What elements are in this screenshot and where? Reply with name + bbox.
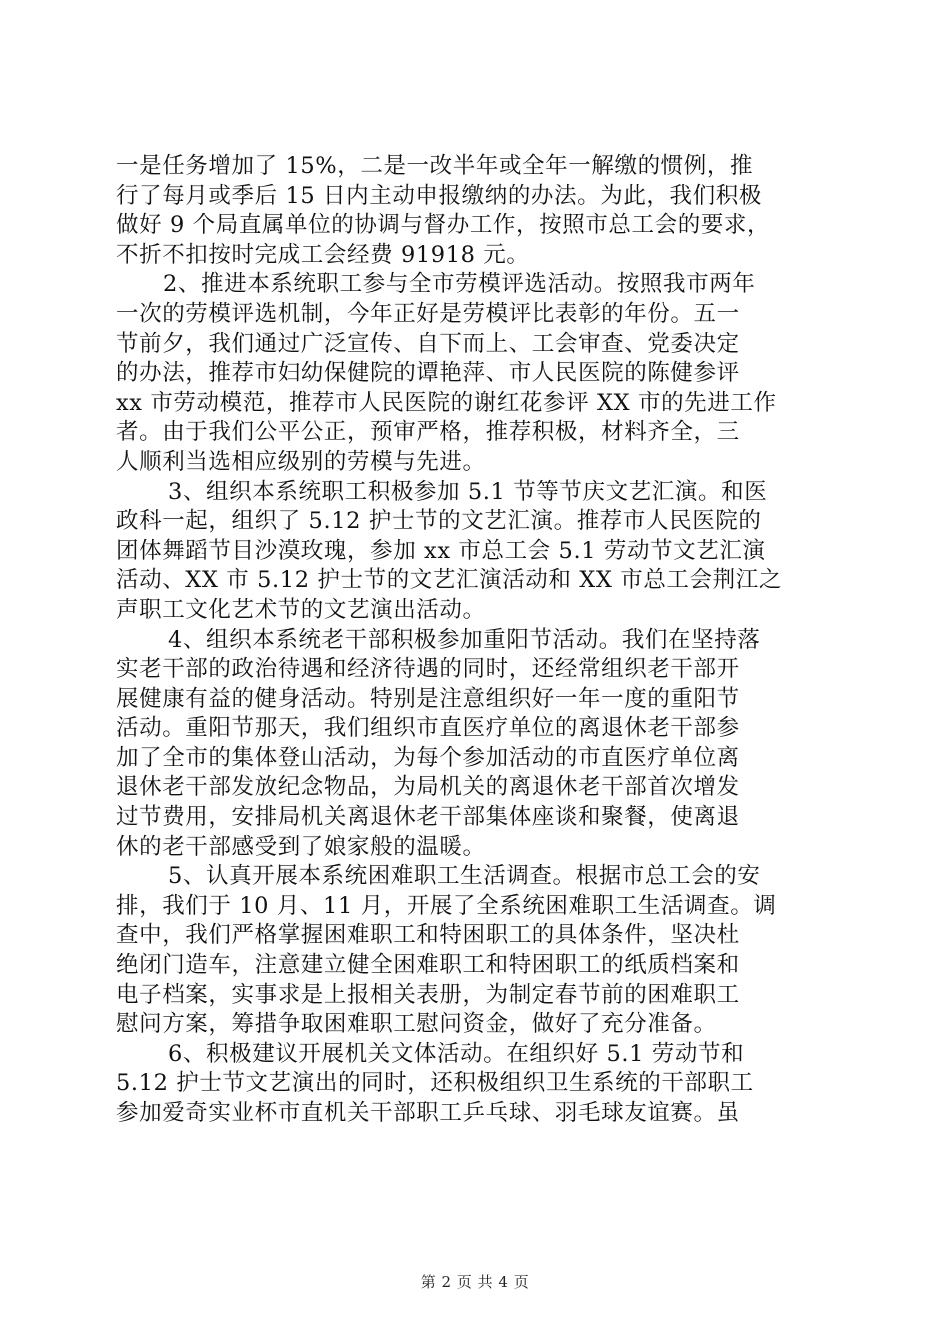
text-line: 退休老干部发放纪念物品，为局机关的离退休老干部首次增发 [116,774,740,801]
text-line: 活动、XX 市 5.12 护士节的文艺汇演活动和 XX 市总工会荆江之 [116,567,782,594]
page-number-footer: 第 2 页 共 4 页 [420,1273,530,1291]
text-line: xx 市劳动模范，推荐市人民医院的谢红花参评 XX 市的先进工作 [116,389,777,416]
text-line: 展健康有益的健身活动。特别是注意组织好一年一度的重阳节 [116,685,740,712]
text-line: 的办法，推荐市妇幼保健院的谭艳萍、市人民医院的陈健参评 [116,360,740,387]
text-line: 活动。重阳节那天，我们组织市直医疗单位的离退休老干部参 [116,715,740,742]
paragraph-2-first-line: 2、推进本系统职工参与全市劳模评选活动。按照我市两年 [163,271,756,298]
text-line: 做好 9 个局直属单位的协调与督办工作，按照市总工会的要求， [116,212,771,239]
text-line: 者。由于我们公平公正，预审严格，推荐积极，材料齐全，三 [116,419,740,446]
text-line: 慰问方案，筹措争取困难职工慰问资金，做好了充分准备。 [116,1011,717,1038]
text-line: 人顺利当选相应级别的劳模与先进。 [116,448,486,475]
text-line: 过节费用，安排局机关离退休老干部集体座谈和聚餐，使离退 [116,804,740,831]
paragraph-6-first-line: 6、积极建议开展机关文体活动。在组织好 5.1 劳动节和 [168,1040,745,1067]
text-line: 绝闭门造车，注意建立健全困难职工和特困职工的纸质档案和 [116,952,740,979]
text-line: 电子档案，实事求是上报相关表册，为制定春节前的困难职工 [116,981,740,1008]
paragraph-5-first-line: 5、认真开展本系统困难职工生活调查。根据市总工会的安 [168,863,761,890]
text-line: 团体舞蹈节目沙漠玫瑰，参加 xx 市总工会 5.1 劳动节文艺汇演 [116,537,766,564]
text-line: 实老干部的政治待遇和经济待遇的同时，还经常组织老干部开 [116,656,740,683]
text-line: 排，我们于 10 月、11 月，开展了全系统困难职工生活调查。调 [116,892,777,919]
text-line: 休的老干部感受到了娘家般的温暖。 [116,833,486,860]
text-line: 加了全市的集体登山活动，为每个参加活动的市直医疗单位离 [116,744,740,771]
text-line: 政科一起，组织了 5.12 护士节的文艺汇演。推荐市人民医院的 [116,508,762,535]
paragraph-3-first-line: 3、组织本系统职工积极参加 5.1 节等节庆文艺汇演。和医 [168,478,768,505]
text-line: 一是任务增加了 15%，二是一改半年或全年一解缴的惯例，推 [116,153,754,179]
text-line: 5.12 护士节文艺演出的同时，还积极组织卫生系统的干部职工 [116,1070,754,1097]
text-line: 行了每月或季后 15 日内主动申报缴纳的办法。为此，我们积极 [116,182,762,209]
text-line: 不折不扣按时完成工会经费 91918 元。 [116,241,530,268]
text-line: 声职工文化艺术节的文艺演出活动。 [116,596,486,623]
text-line: 节前夕，我们通过广泛宣传、自下而上、工会审查、党委决定 [116,330,740,357]
text-line: 查中，我们严格掌握困难职工和特困职工的具体条件，坚决杜 [116,922,740,949]
text-line: 参加爱奇实业杯市直机关干部职工乒乓球、羽毛球友谊赛。虽 [116,1100,740,1126]
document-body [116,152,836,1129]
text-line: 一次的劳模评选机制，今年正好是劳模评比表彰的年份。五一 [116,300,740,327]
paragraph-4-first-line: 4、组织本系统老干部积极参加重阳节活动。我们在坚持落 [168,626,761,653]
